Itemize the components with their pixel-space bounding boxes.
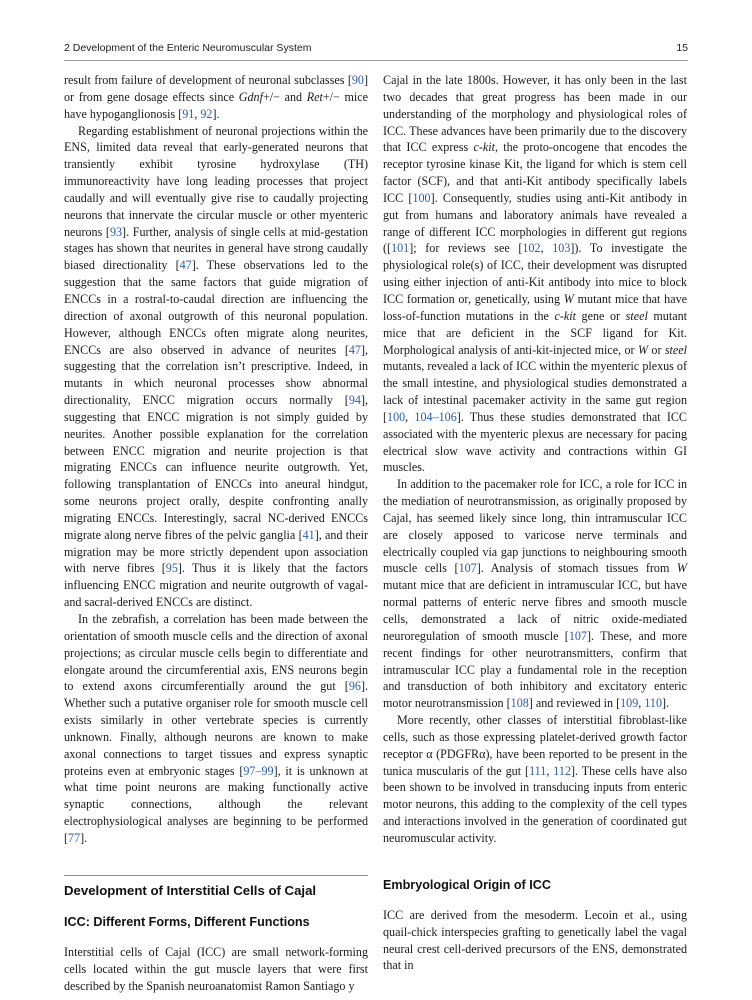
citation-link[interactable]: 47: [348, 342, 361, 357]
citation-link[interactable]: 102: [522, 241, 541, 256]
citation-link[interactable]: 91: [182, 106, 195, 121]
citation-link[interactable]: 107: [568, 628, 587, 643]
gene-name: Gdnf: [238, 89, 263, 104]
paragraph: More recently, other classes of interstitial fibroblast-like cells, such as those expressing platelet-derived growth factor receptor α (PDGFRα), have been reported to be present in the tunica muscularis of the gut [111, 112]. These cells have also been shown to be involved in transducing inputs from enteric motor neurons, this adding to the complexity of the cell types and interactions involved in the generation of coordinated gut neuromuscular activity.: [383, 713, 687, 845]
citation-link[interactable]: 100: [412, 190, 431, 205]
paragraph: In the zebrafish, a correlation has been made between the orientation of smooth muscle cells and the direction of axonal projections; as circular muscle cells begin to differentiate and elongate around the circumferential axis, ENS neurons begin to extend axons circumferentially around the gut [96]. Whether such a putative organiser role for smooth muscle cell exists similarly in other vertebrate species is currently unknown. Finally, although neurons are known to make axonal connections to target tissues and express synaptic proteins even at embryonic stages [97–99], it is unknown at what time point neurons are making functionally active synaptic connections, although the relevant electrophysiological analyses are beginning to be performed [77].: [64, 612, 368, 845]
paragraph: In addition to the pacemaker role for ICC, a role for ICC in the mediation of neurotransmission, as originally proposed by Cajal, has seemed likely since long, thin intramuscular ICC are closely apposed to varicose nerve terminals and electrically coupled via gap junctions to neighbouring smooth muscle cells [107]. Analysis of stomach tissues from W mutant mice that are deficient in intramuscular ICC, but have normal patterns of enteric nerve fibres and smooth muscle cells, demonstrated a lack of nitric oxide-mediated neuroregulation of smooth muscle [107]. These, and more recent findings for other neurotransmitters, confirm that intramuscular ICC play a fundamental role in the reception and transduction of both inhibitory and excitatory enteric motor neurotransmission [108] and reviewed in [109, 110].: [383, 477, 687, 711]
section-rule: [64, 875, 368, 876]
citation-link[interactable]: 109: [620, 696, 639, 711]
left-column: [64, 72, 368, 994]
paragraph: Regarding establishment of neuronal projections within the ENS, limited data reveal that early-generated neurons that transiently exhibit tyrosine hydroxylase (TH) immunoreactivity have long leading processes that project caudally and will eventually give rise to caudally projecting neurons that innervate the circular muscle or other myenteric neurons [93]. Further, analysis of single cells at mid-gestation stages has shown that neurites in general have strong caudally biased directionality [47]. These observations led to the suggestion that the same factors that guide migration of ENCCs in a rostral-to-caudal direction are influencing the direction of axonal outgrowth of this neuronal population. However, although ENCCs often migrate along neurites, ENCCs are also observed in advance of neurites [47], suggesting that the correlation isn’t prescriptive. Indeed, in mutants in which neuronal processes show abnormal directionality, ENCC migration occurs normally [94], suggesting that ENCC migration is not simply guided by neurites. Another possible explanation for the correlation between ENCC migration and neurite projection is that migrating ENCCs can influence neurite outgrowth. Yet, following transplantation of ENCCs into aneural hindgut, some neurons project orally, despite confronting anally migrating ENCCs. Interestingly, sacral NC-derived ENCCs migrate along nerve fibres of the pelvic ganglia [41], and their migration may be more strictly dependent upon association with nerve fibres [95]. Thus it is likely that the factors influencing ENCC migration and neurite outgrowth of vagal- and sacral-derived ENCCs are distinct.: [64, 123, 368, 610]
citation-link[interactable]: 96: [348, 679, 361, 694]
gene-name: c-kit: [473, 140, 495, 155]
citation-link[interactable]: 95: [165, 561, 178, 576]
section-title: Development of Interstitial Cells of Cajal: [64, 882, 317, 898]
subsection-title: ICC: Different Forms, Different Functions: [64, 914, 310, 929]
citation-link[interactable]: 110: [644, 696, 663, 711]
header-rule: [64, 60, 688, 61]
paragraph: Cajal in the late 1800s. However, it has only been in the last two decades that great progress has been made in our understanding of the morphology and physiological roles of ICC. These advances have been primarily due to the discovery that ICC express c-kit, the proto-oncogene that encodes the receptor tyrosine kinase Kit, the ligand for which is stem cell factor (SCF), and that anti-Kit antibody specifically labels ICC [100]. Consequently, studies using anti-Kit antibody in gut from humans and laboratory animals have revealed a range of different ICC morphologies in different gut regions ([101]; for reviews see [102, 103]). To investigate the physiological role(s) of ICC, their development was disrupted using either injection of anti-Kit antibody into mice to block ICC formation or, genetically, using W mutant mice that have loss-of-function mutations in the c-kit gene or steel mutant mice that are deficient in the SCF ligand for Kit. Morphological analysis of anti-kit-injected mice, or W or steel mutants, revealed a lack of ICC within the myenteric plexus of the small intestine, and physiological studies demonstrated a lack of intestinal pacemaker activity in the same gut region [100, 104–106]. Thus these studies demonstrated that ICC associated with the myenteric plexus are necessary for pacing electrical slow wave activity and contractions within GI muscles.: [383, 73, 688, 475]
citation-link[interactable]: 93: [109, 224, 123, 239]
subsection-title: Embryological Origin of ICC: [383, 877, 551, 892]
citation-link[interactable]: 47: [179, 258, 192, 273]
citation-link[interactable]: 112: [553, 763, 571, 778]
gene-name: W: [563, 291, 574, 306]
citation-link[interactable]: 92: [200, 106, 213, 121]
gene-name: W: [637, 342, 649, 357]
citation-link[interactable]: 90: [351, 73, 364, 87]
paragraph: Interstitial cells of Cajal (ICC) are small network-forming cells located within the gut muscle layers that were first described by the Spanish neuroanatomist Ramon Santiago y: [64, 944, 368, 993]
citation-link[interactable]: 108: [510, 696, 529, 711]
running-head: [64, 42, 688, 60]
gene-name: steel: [664, 342, 688, 357]
gene-name: steel: [625, 308, 648, 323]
citation-link[interactable]: 77: [68, 830, 81, 845]
chapter-title: 2 Development of the Enteric Neuromuscular System: [64, 42, 312, 54]
gene-name: c-kit: [554, 308, 576, 323]
citation-link[interactable]: 94: [348, 393, 361, 408]
citation-link[interactable]: 107: [458, 561, 477, 576]
citation-link[interactable]: 41: [302, 527, 315, 542]
citation-link[interactable]: 97–99: [243, 763, 274, 778]
citation-link[interactable]: 104–106: [414, 409, 457, 424]
paragraph: result from failure of development of neuronal subclasses [90] or from gene dosage effects since Gdnf+/− and Ret+/− mice have hypoganglionosis [91, 92].: [64, 73, 368, 121]
citation-link[interactable]: 103: [552, 241, 571, 256]
paragraph: ICC are derived from the mesoderm. Lecoin et al., using quail-chick interspecies grafting to genetically label the vagal neural crest cell-derived precursors of the ENS, demonstrated that in: [383, 907, 687, 973]
gene-name: Ret: [306, 89, 323, 104]
right-column: [383, 72, 687, 974]
page-number: 15: [676, 42, 688, 54]
citation-link[interactable]: 111: [529, 763, 547, 778]
citation-link[interactable]: 101: [391, 241, 410, 256]
citation-link[interactable]: 100: [387, 409, 406, 424]
gene-name: W: [676, 561, 687, 576]
